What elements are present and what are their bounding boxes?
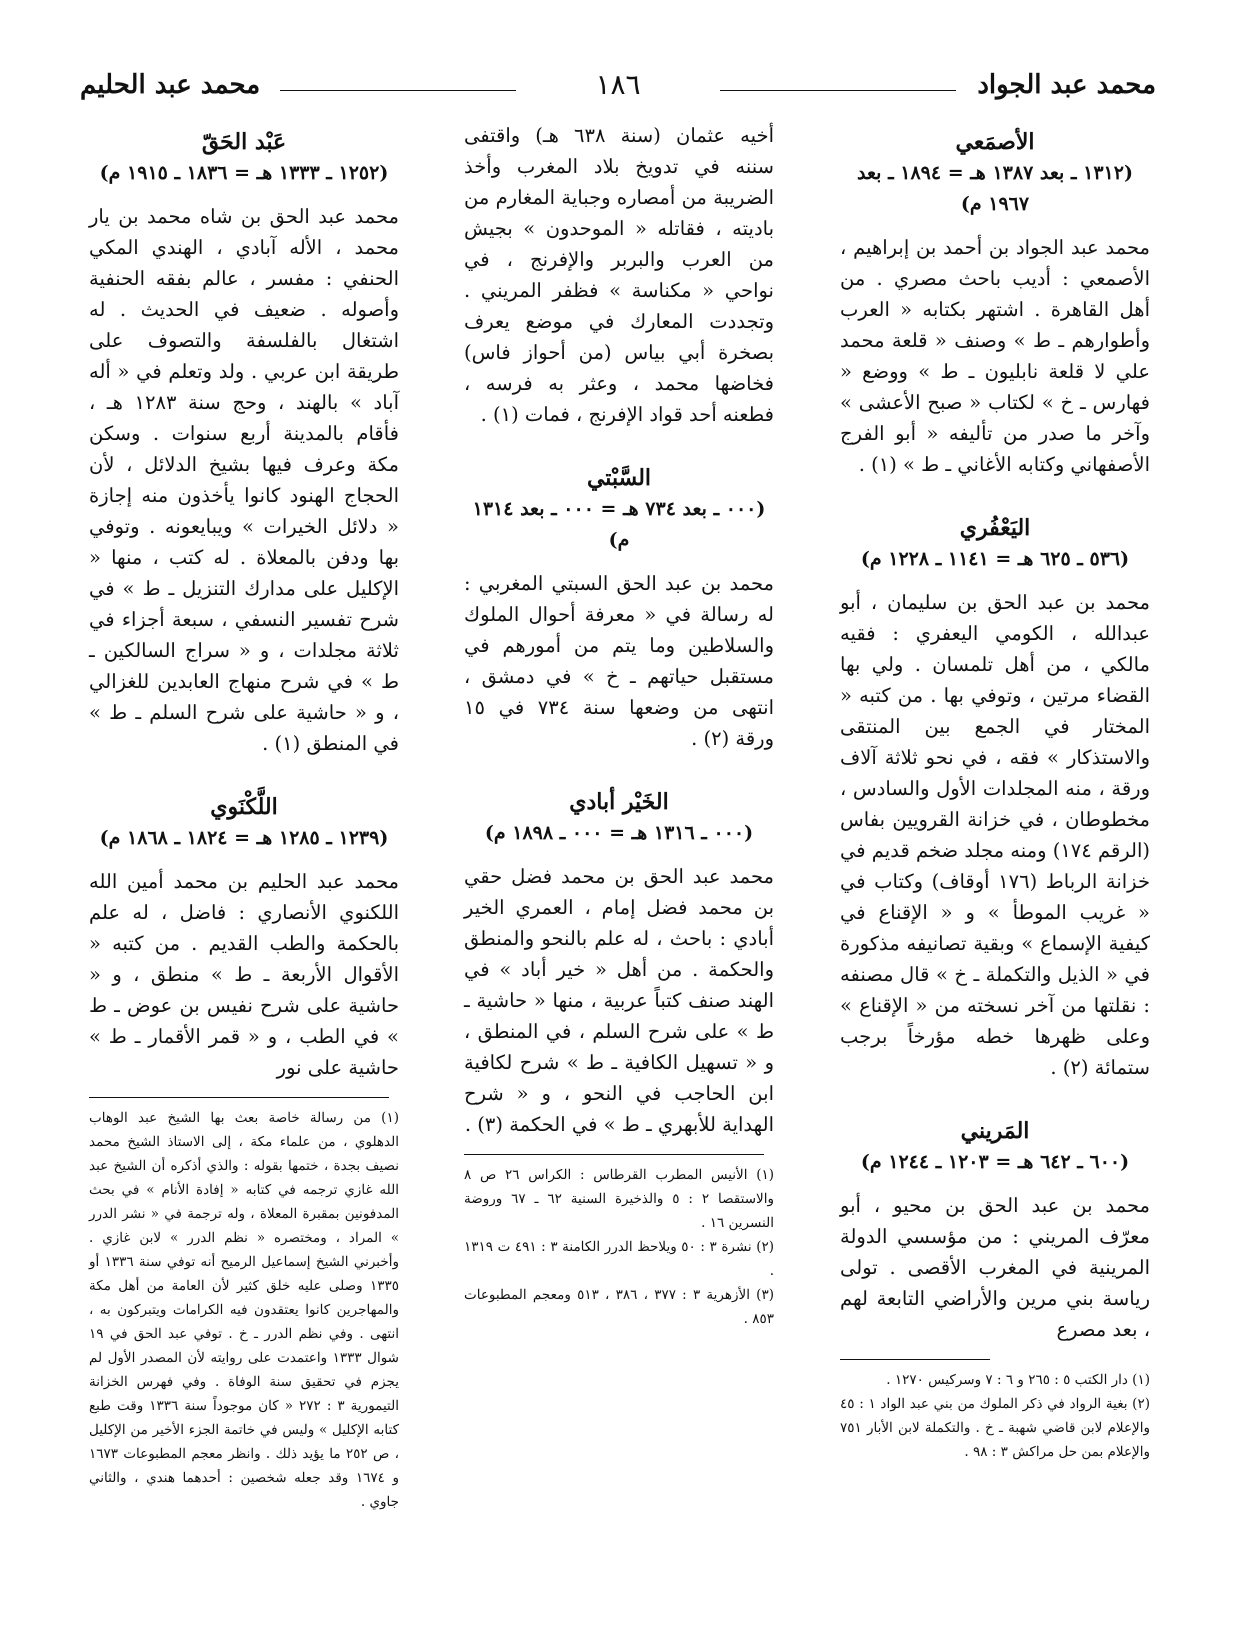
entry [840, 512, 1150, 1083]
entry-dates: (١٢٥٢ ـ ١٣٣٣ هـ = ١٨٣٦ ـ ١٩١٥ م) [99, 162, 389, 184]
entry-dates: (١٢٣٩ ـ ١٢٨٥ هـ = ١٨٢٤ ـ ١٨٦٨ م) [99, 827, 389, 849]
entry-title: المَريني [960, 1118, 1030, 1144]
entry-continuation: أخيه عثمان (سنة ٦٣٨ هـ) واقتفى سننه في تدويخ بلاد المغرب وأخذ الضريبة من أمصاره وجباية المغارم من باديته ، فقاتله « الموحدون » بجيش من العرب والبربر والإفرنج ، في نواحي « مكناسة » فظفر المريني . وتجددت المعارك في موضع يعرف بصخرة أبي بياس (من أحواز فاس) فخاضها محمد ، وعثر به فرسه ، فطعنه أحد قواد الإفرنج ، فمات (١) . [464, 124, 774, 426]
header-entry-first: محمد عبد الجواد [977, 70, 1156, 100]
running-header [80, 68, 1156, 108]
entry-title: السَّبْتي [586, 465, 652, 491]
entry-body: محمد عبد الحق بن شاه محمد بن يار محمد ، الأله آبادي ، الهندي المكي الحنفي : مفسر ، عالم بفقه الحنفية وأصوله . ضعيف في الحديث . له اشتغال بالفلسفة والتصوف على طريقة ابن عربي . ولد وتعلم في « أله آباد » بالهند ، وحج سنة ١٢٨٣ هـ ، فأقام بالمدينة أربع سنوات . وسكن مكة وعرف فيها بشيخ الدلائل ، لأن الحجاج الهنود كانوا يأخذون منه إجازة « دلائل الخيرات » ويبايعونه . وتوفي بها ودفن بالمعلاة . له كتب ، منها « الإكليل على مدارك التنزيل ـ ط » في شرح تفسير النسفي ، سبعة أجزاء في ثلاثة مجلدات ، و « سراج السالكين ـ ط » في شرح منهاج العابدين للغزالي ، و « حاشية على شرح السلم ـ ط » في المنطق (١) . [89, 205, 399, 755]
entry [464, 462, 774, 754]
entry-body: محمد عبد الحليم بن محمد أمين الله اللكنوي الأنصاري : فاضل ، له علم بالحكمة والطب القديم . من كتبه « الأقوال الأربعة ـ ط » منطق ، و « حاشية على شرح نفيس بن عوض ـ ط » في الطب ، و « قمر الأقمار ـ ط » حاشية على نور [89, 870, 399, 1079]
footnote-separator [840, 1359, 990, 1360]
entry-body: محمد عبد الحق بن محمد فضل حقي بن محمد فضل إمام ، العمري الخير أبادي : باحث ، له علم بالنحو والمنطق والحكمة . من أهل « خير أباد » في الهند صنف كتباً عربية ، منها « حاشية ـ ط » على شرح السلم ، في المنطق ، و « تسهيل الكافية ـ ط » شرح لكافية ابن الحاجب في النحو ، و « شرح الهداية للأبهري ـ ط » في الحكمة (٣) . [464, 865, 774, 1136]
entry-title: اللَّكْنَوي [210, 794, 278, 820]
entry-dates: (٦٠٠ ـ ٦٤٢ هـ = ١٢٠٣ ـ ١٢٤٤ م) [860, 1151, 1130, 1173]
entry [840, 126, 1150, 480]
entry-title: اليَعْفُري [959, 515, 1031, 541]
entry [464, 786, 774, 1140]
page-number: ١٨٦ [583, 68, 652, 101]
entry-dates: (٠٠٠ ـ ١٣١٦ هـ = ٠٠٠ ـ ١٨٩٨ م) [484, 822, 754, 844]
footnotes [464, 1163, 774, 1331]
entry-body: محمد بن عبد الحق السبتي المغربي : له رسالة في « معرفة أحوال الملوك والسلاطين وما يتم من أمورهم في مستقبل حياتهم ـ خ » في دمشق ، انتهى من وضعها سنة ٧٣٤ في ١٥ ورقة (٢) . [464, 572, 774, 750]
entry-body: محمد بن عبد الحق بن محيو ، أبو معرّف المريني : من مؤسسي الدولة المرينية في المغرب الأقصى . تولى رياسة بني مرين والأراضي التابعة لهم ، بعد مصرع [840, 1194, 1150, 1341]
entry-dates: (٠٠٠ ـ بعد ٧٣٤ هـ = ٠٠٠ ـ بعد ١٣١٤ م) [472, 498, 766, 551]
entry [840, 1115, 1150, 1345]
footnote: (٣) الأزهرية ٣ : ٣٧٧ ، ٣٨٦ ، ٥١٣ ومعجم المطبوعات ٨٥٣ . [464, 1287, 774, 1327]
entry-title: عَبْد الحَقّ [201, 129, 287, 155]
entry-body: محمد بن عبد الحق بن سليمان ، أبو عبدالله ، الكومي اليعفري : فقيه مالكي ، من أهل تلمسان . ولي بها القضاء مرتين ، وتوفي بها . من كتبه « المختار في الجمع بين المنتقى والاستذكار » فقه ، في نحو ثلاثة آلاف ورقة ، منه المجلدات الأول والسادس ، مخطوطان ، في خزانة القرويين بفاس (الرقم ١٧٤) ومنه مجلد ضخم قديم في خزانة الرباط (١٧٦ أوقاف) وكتاب في « غريب الموطأ » و « الإقناع في كيفية الإسماع » وبقية تصانيفه مذكورة في « الذيل والتكملة ـ خ » قال مصنفه : نقلتها من آخر نسخته من « الإقناع » وعلى ظهرها خطه مؤرخاً برجب ستمائة (٢) . [840, 591, 1150, 1079]
header-rule-left [280, 90, 516, 91]
column-middle [464, 120, 774, 1331]
footnote: (١) من رسالة خاصة بعث بها الشيخ عبد الوهاب الدهلوي ، من علماء مكة ، إلى الاستاذ الشيخ محمد نصيف بجدة ، ختمها بقوله : والذي أذكره أن الشيخ عبد الله غازي ترجمه في كتابه « إفادة الأنام » في بحث المدفونين بمقبرة المعلاة ، وله ترجمة في « نشر الدرر » المراد ، ومختصره « نظم الدرر » لابن غازي . وأخبرني الشيخ إسماعيل الرميح أنه توفي سنة ١٣٣٦ أو ١٣٣٥ وصلى عليه خلق كثير لأن العامة من أهل مكة والمهاجرين كانوا يعتقدون فيه الكرامات ويتبركون به ، انتهى . وفي نظم الدرر ـ خ . توفي عبد الحق في ١٩ شوال ١٣٣٣ واعتمدت على روايته لأن المصدر الأول لم يجزم في تحقيق سنة الوفاة . وفي فهرس الخزانة التيمورية ٣ : ٢٧٢ « كان موجوداً سنة ١٣٣٦ وقت طبع كتابه الإكليل » وليس في خاتمة الجزء الأخير من الإكليل ، ص ٢٥٢ ما يؤيد ذلك . وانظر معجم المطبوعات ١٦٧٣ و ١٦٧٤ وقد جعله شخصين : أحدهما هندي ، والثاني جاوي . [89, 1110, 400, 1510]
entry-dates: (٥٣٦ ـ ٦٢٥ هـ = ١١٤١ ـ ١٢٢٨ م) [860, 548, 1130, 570]
footnotes [840, 1368, 1150, 1464]
footnote: (١) دار الكتب ٥ : ٢٦٥ و ٦ : ٧ وسركيس ١٢٧٠ . [886, 1372, 1150, 1388]
column-left [89, 120, 399, 1514]
entry [89, 126, 399, 759]
footnote: (١) الأنيس المطرب القرطاس : الكراس ٢٦ ص ٨ والاستقصا ٢ : ٥ والذخيرة السنية ٦٢ ـ ٦٧ وروضة النسرين ١٦ . [464, 1167, 775, 1231]
entry-title: الأصمَعي [955, 129, 1035, 155]
footnote: (٢) بغية الرواد في ذكر الملوك من بني عبد الواد ١ : ٤٥ والإعلام لابن قاضي شهبة ـ خ . والتكملة لابن الأبار ٧٥١ والإعلام بمن حل مراكش ٣ : ٩٨ . [840, 1396, 1150, 1460]
entry-body: محمد عبد الجواد بن أحمد بن إبراهيم ، الأصمعي : أديب باحث مصري . من أهل القاهرة . اشتهر بكتابه « العرب وأطوارهم ـ ط » وصنف « قلعة محمد علي لا قلعة نابليون ـ ط » ووضع « فهارس ـ خ » لكتاب « صبح الأعشى » وآخر ما صدر من تأليفه « أبو الفرج الأصفهاني وكتابه الأغاني ـ ط » (١) . [840, 236, 1150, 476]
footnote-separator [89, 1097, 389, 1098]
footnote-separator [464, 1154, 764, 1155]
footnotes [89, 1106, 399, 1514]
header-entry-last: محمد عبد الحليم [80, 70, 261, 100]
entry-dates: (١٣١٢ ـ بعد ١٣٨٧ هـ = ١٨٩٤ ـ بعد ١٩٦٧ م) [857, 162, 1133, 215]
header-rule-right [720, 90, 956, 91]
column-right [840, 120, 1150, 1464]
entry-title: الخَيْر أبادي [569, 789, 669, 815]
entry [89, 791, 399, 1083]
footnote: (٢) نشرة ٣ : ٥٠ ويلاحظ الدرر الكامنة ٣ : ٤٩١ ت ١٣١٩ . [464, 1239, 775, 1279]
